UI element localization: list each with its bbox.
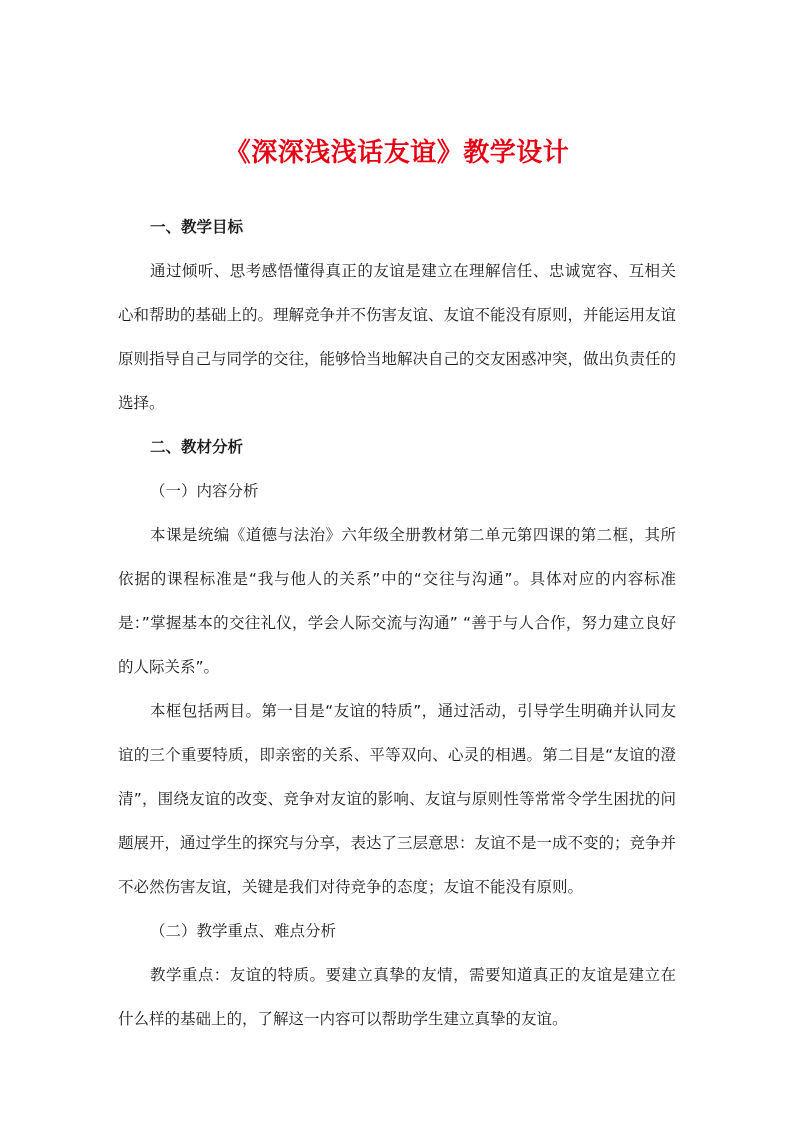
document-title: 《深深浅浅话友谊》教学设计 <box>224 138 570 168</box>
section-textbook-analysis <box>118 425 676 1041</box>
paragraph-content-analysis-2: 本框包括两目。第一目是“友谊的特质”，通过活动，引导学生明确并认同友谊的三个重要特质，即亲密的关系、平等双向、心灵的相遇。第二目是“友谊的澄清”，围绕友谊的改变、竞争对友谊的影响、友谊与原则性等常常令学生困扰的问题展开，通过学生的探究与分享，表达了三层意思：友谊不是一成不变的；竞争并不必然伤害友谊，关键是我们对待竞争的态度；友谊不能没有原则。 <box>118 702 677 896</box>
section-heading-objectives: 一、教学目标 <box>150 218 244 236</box>
section-objectives <box>118 205 676 425</box>
paragraph-key-points: 教学重点：友谊的特质。要建立真挚的友情，需要知道真正的友谊是建立在什么样的基础上的，了解这一内容可以帮助学生建立真挚的友谊。 <box>118 966 676 1028</box>
paragraph-objectives: 通过倾听、思考感悟懂得真正的友谊是建立在理解信任、忠诚宽容、互相关心和帮助的基础上的。理解竞争并不伤害友谊、友谊不能没有原则，并能运用友谊原则指导自己与同学的交往，能够恰当地解决自己的交友困惑冲突，做出负责任的选择。 <box>118 262 677 412</box>
subsection-heading-content-analysis: （一）内容分析 <box>150 482 259 500</box>
subsection-heading-key-points: （二）教学重点、难点分析 <box>150 922 337 940</box>
paragraph-content-analysis-1: 本课是统编《道德与法治》六年级全册教材第二单元第四课的第二框，其所依据的课程标准是“我与他人的关系”中的“交往与沟通”。具体对应的内容标准是：”掌握基本的交往礼仪，学会人际交流与沟通” “善于与人合作，努力建立良好的人际关系”。 <box>118 526 676 676</box>
section-heading-textbook-analysis: 二、教材分析 <box>150 438 244 456</box>
